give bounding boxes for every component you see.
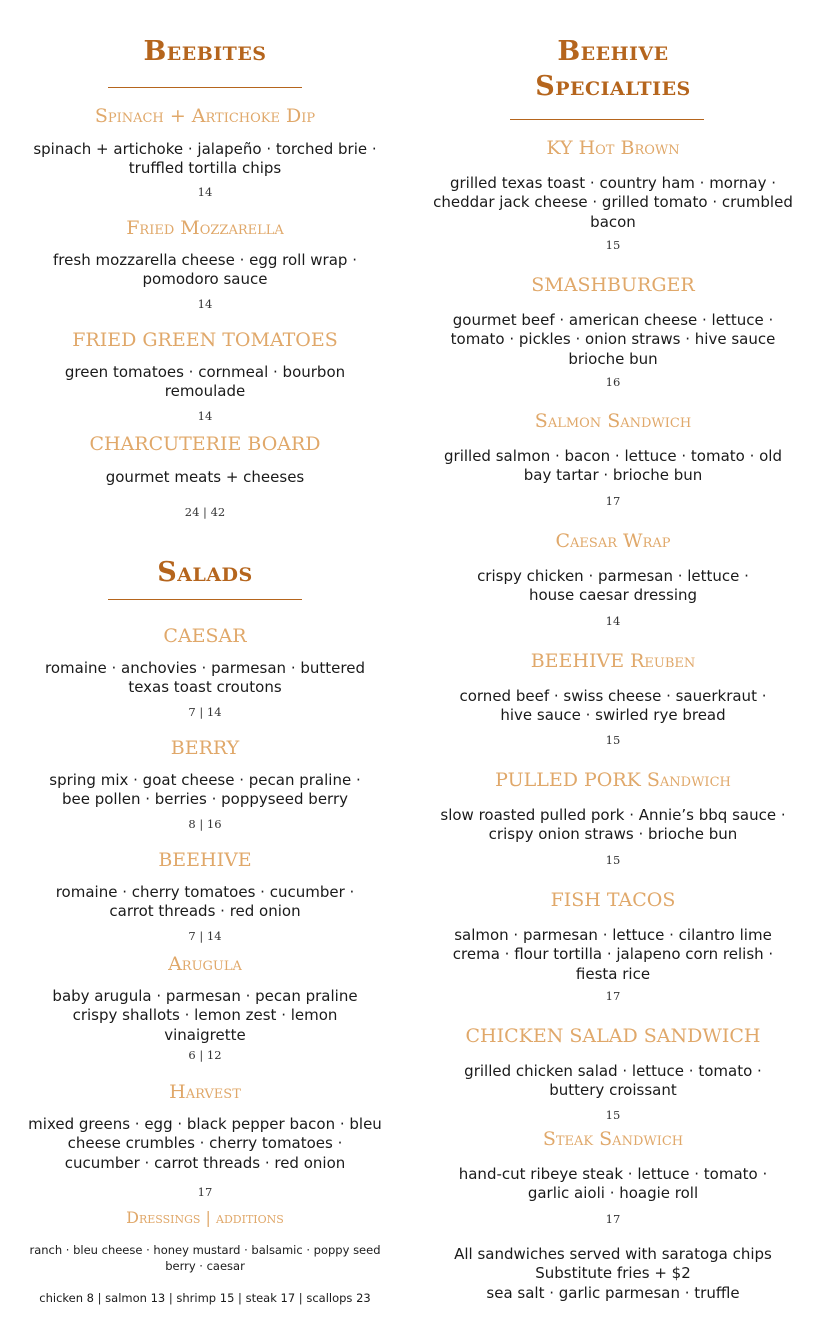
menu-item-price: 15 [605, 238, 621, 252]
menu-item-description: gourmet beef · american cheese · lettuce · tomato · pickles · onion straws · hive sauce brioche bun [450, 311, 776, 368]
menu-item-name: FRIED GREEN TOMATOES [72, 329, 338, 351]
menu-item-price: 14 [605, 614, 621, 628]
menu-item-name: Harvest [169, 1081, 241, 1103]
menu-item-name: Arugula [168, 953, 242, 975]
section-heading-specialties: Beehive Specialties [535, 36, 691, 102]
menu-item-price: 15 [605, 1108, 621, 1122]
menu-item-price: 7 | 14 [188, 705, 222, 719]
menu-item-description: hand-cut ribeye steak · lettuce · tomato · garlic aioli · hoagie roll [458, 1165, 768, 1203]
menu-item-name: BEEHIVE [158, 849, 252, 871]
dressings-heading: Dressings | additions [126, 1208, 284, 1227]
menu-item-description: grilled texas toast · country ham · mornay · cheddar jack cheese · grilled tomato · crumbled bacon [433, 174, 793, 231]
menu-item-price: 17 [197, 1185, 213, 1199]
menu-item-description: spinach + artichoke · jalapeño · torched brie · truffled tortilla chips [33, 140, 377, 178]
menu-item-description: romaine · anchovies · parmesan · buttered texas toast croutons [45, 659, 365, 697]
section-heading-beebites: Beebites [143, 36, 267, 67]
menu-item-description: spring mix · goat cheese · pecan praline · bee pollen · berries · poppyseed berry [49, 771, 361, 809]
menu-item-name: Caesar Wrap [555, 530, 671, 552]
section-heading-salads: Salads [157, 557, 253, 588]
menu-item-price: 6 | 12 [188, 1048, 222, 1062]
section-divider [108, 599, 302, 600]
sandwich-footer-note: Substitute fries + $2 [535, 1264, 691, 1282]
additions-list: chicken 8 | salmon 13 | shrimp 15 | steak 17 | scallops 23 [39, 1291, 371, 1305]
menu-item-name: BEEHIVE Reuben [530, 650, 696, 672]
menu-item-price: 8 | 16 [188, 817, 222, 831]
menu-item-name: KY Hot Brown [546, 137, 680, 159]
menu-item-name: Salmon Sandwich [534, 410, 692, 432]
menu-item-name: CHARCUTERIE BOARD [89, 433, 321, 455]
menu-item-name: Steak Sandwich [542, 1128, 684, 1150]
menu-item-price: 14 [197, 297, 213, 311]
menu-item-description: grilled salmon · bacon · lettuce · tomato · old bay tartar · brioche bun [444, 447, 782, 485]
menu-item-description: grilled chicken salad · lettuce · tomato · buttery croissant [464, 1062, 762, 1100]
menu-item-description: romaine · cherry tomatoes · cucumber · carrot threads · red onion [55, 883, 355, 921]
menu-item-price: 15 [605, 733, 621, 747]
menu-item-description: baby arugula · parmesan · pecan praline crispy shallots · lemon zest · lemon vinaigrette [52, 987, 358, 1044]
menu-item-price: 17 [605, 989, 621, 1003]
section-divider [108, 87, 302, 88]
menu-item-description: slow roasted pulled pork · Annie’s bbq sauce · crispy onion straws · brioche bun [440, 806, 786, 844]
menu-item-name: Spinach + Artichoke Dip [94, 105, 316, 127]
menu-item-description: corned beef · swiss cheese · sauerkraut · hive sauce · swirled rye bread [459, 687, 767, 725]
menu-item-name: CAESAR [163, 625, 247, 647]
menu-item-name: PULLED PORK Sandwich [495, 769, 731, 791]
menu-item-price: 15 [605, 853, 621, 867]
menu-item-price: 16 [605, 375, 621, 389]
menu-item-price: 14 [197, 409, 213, 423]
menu-item-price: 17 [605, 1212, 621, 1226]
menu-item-name: SMASHBURGER [531, 274, 695, 296]
menu-item-description: green tomatoes · cornmeal · bourbon remoulade [64, 363, 346, 401]
menu-item-price: 7 | 14 [188, 929, 222, 943]
section-divider [510, 119, 704, 120]
menu-item-name: CHICKEN SALAD SANDWICH [465, 1025, 761, 1047]
menu-item-description: fresh mozzarella cheese · egg roll wrap · pomodoro sauce [53, 251, 357, 289]
menu-item-name: FISH TACOS [550, 889, 676, 911]
menu-item-name: BERRY [170, 737, 240, 759]
sandwich-footer-note: All sandwiches served with saratoga chips [454, 1245, 772, 1263]
menu-item-price: 14 [197, 185, 213, 199]
menu-item-description: salmon · parmesan · lettuce · cilantro lime crema · flour tortilla · jalapeno corn relish · fiesta rice [452, 926, 774, 983]
menu-item-description: gourmet meats + cheeses [105, 468, 305, 486]
menu-item-price: 17 [605, 494, 621, 508]
menu-item-price: 24 | 42 [184, 505, 226, 519]
menu-item-name: Fried Mozzarella [126, 217, 284, 239]
sandwich-footer-note: sea salt · garlic parmesan · truffle [486, 1284, 740, 1302]
menu-item-description: mixed greens · egg · black pepper bacon · bleu cheese crumbles · cherry tomatoes · cucumber · carrot threads · red onion [28, 1115, 382, 1172]
dressing-list: ranch · bleu cheese · honey mustard · balsamic · poppy seed berry · caesar [29, 1243, 381, 1273]
menu-item-description: crispy chicken · parmesan · lettuce · house caesar dressing [477, 567, 749, 605]
